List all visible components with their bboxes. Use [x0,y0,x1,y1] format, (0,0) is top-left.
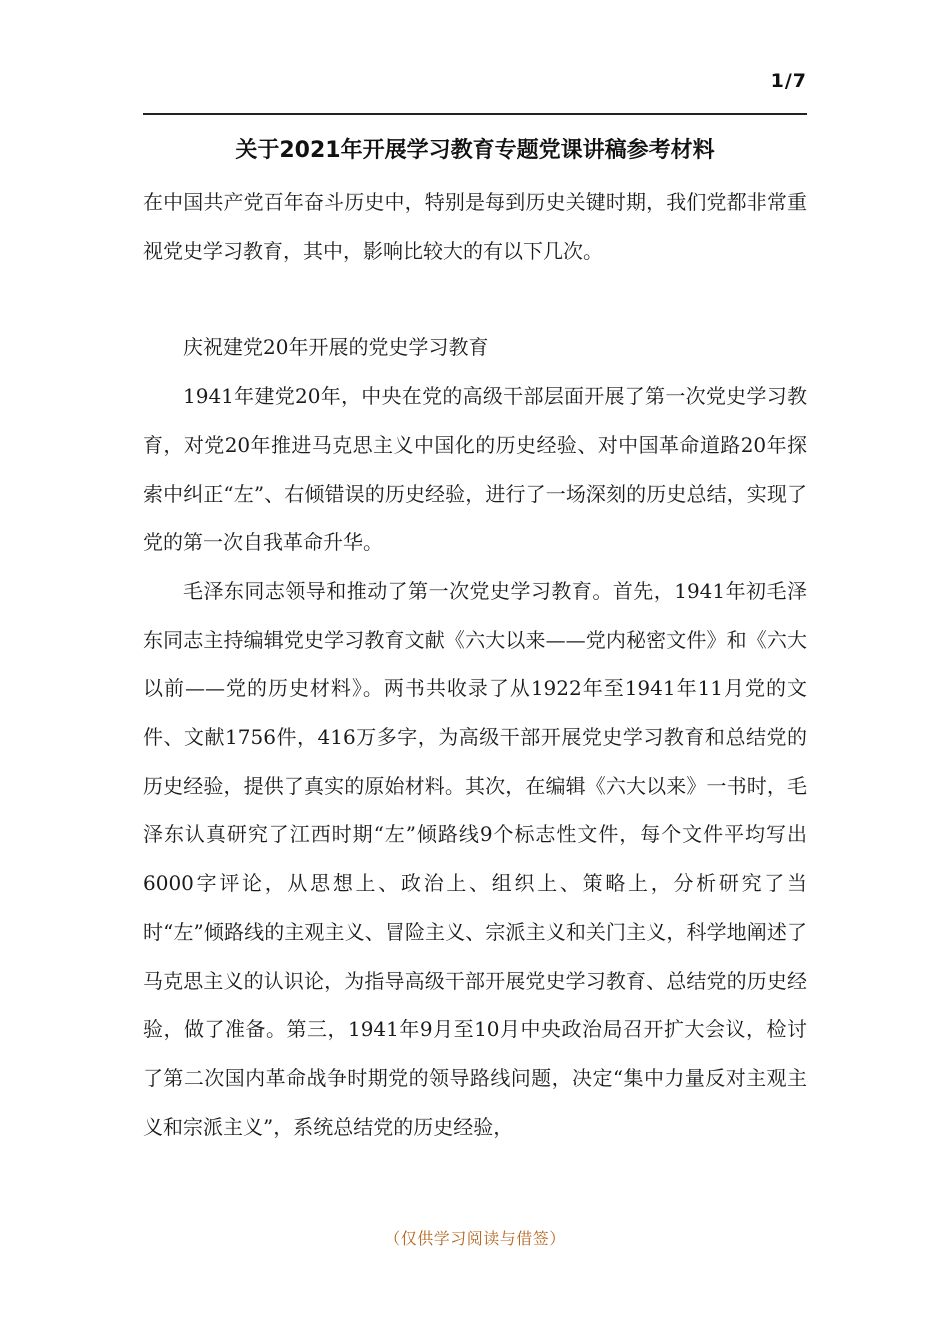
intro-paragraph: 在中国共产党百年奋斗历史中，特别是每到历史关键时期，我们党都非常重视党史学习教育，其中，影响比较大的有以下几次。 [143,190,807,263]
paragraph-spacer [143,275,807,323]
header-divider [143,113,807,115]
document-body [143,178,807,1151]
footer-note: （仅供学习阅读与借签） [384,1229,566,1248]
section-heading: 庆祝建党20年开展的党史学习教育 [183,335,489,360]
body-paragraph: 毛泽东同志领导和推动了第一次党史学习教育。首先，1941年初毛泽东同志主持编辑党史学习教育文献《六大以来——党内秘密文件》和《六大以前——党的历史材料》。两书共收录了从1922年至1941年11月党的文件、文献1756件，416万多字，为高级干部开展党史学习教育和总结党的历史经验，提供了真实的原始材料。其次，在编辑《六大以来》一书时，毛泽东认真研究了江西时期“左”倾路线9个标志性文件，每个文件平均写出6000字评论，从思想上、政治上、组织上、策略上，分析研究了当时“左”倾路线的主观主义、冒险主义、宗派主义和关门主义，科学地阐述了马克思主义的认识论，为指导高级干部开展党史学习教育、总结党的历史经验，做了准备。第三，1941年9月至10月中央政治局召开扩大会议，检讨了第二次国内革命战争时期党的领导路线问题，决定“集中力量反对主观主义和宗派主义”，系统总结党的历史经验， [143,578,807,1139]
document-title: 关于2021年开展学习教育专题党课讲稿参考材料 [235,138,715,163]
body-paragraph: 1941年建党20年，中央在党的高级干部层面开展了第一次党史学习教育，对党20年推进马克思主义中国化的历史经验、对中国革命道路20年探索中纠正“左”、右倾错误的历史经验，进行了一场深刻的历史总结，实现了党的第一次自我革命升华。 [143,384,807,555]
page-number: 1/7 [770,70,807,92]
